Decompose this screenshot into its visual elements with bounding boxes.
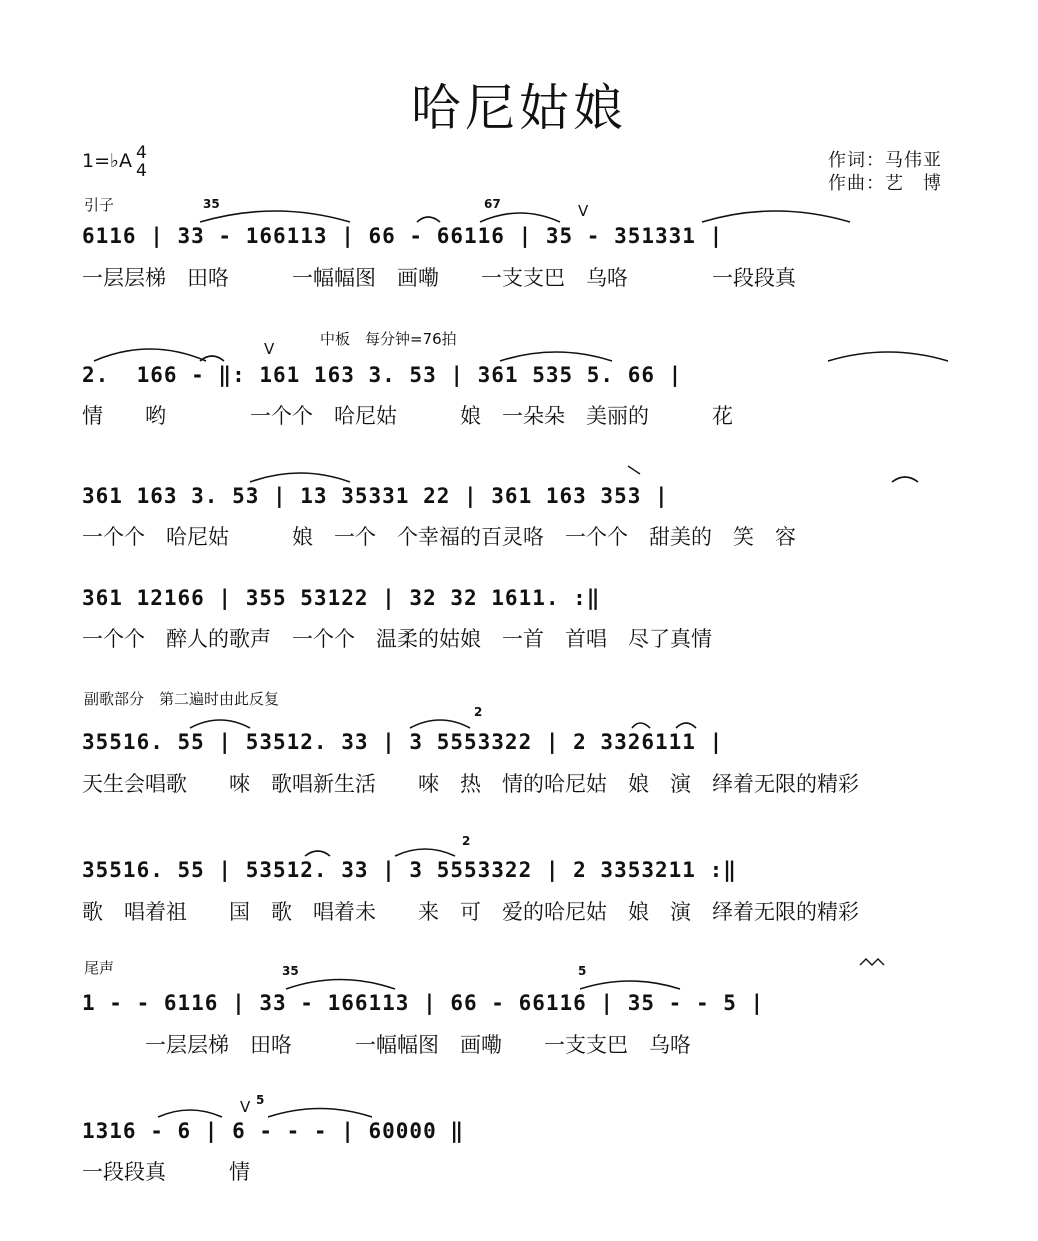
trill-mark <box>860 959 884 965</box>
composer-credit: 作曲：艺 博 <box>828 173 942 194</box>
glide-mark <box>628 466 640 474</box>
slur <box>417 217 440 222</box>
slur <box>158 1110 222 1117</box>
slur <box>410 720 470 728</box>
breath-mark: V <box>578 202 589 220</box>
chorus-label: 副歌部分 第二遍时由此反复 <box>84 690 280 708</box>
grace-note: 2 <box>462 834 471 848</box>
lyrics-line-6: 歌 唱着祖 国 歌 唱着未 来 可 爱的哈尼姑 娘 演 绎着无限的精彩 <box>82 900 859 924</box>
intro-label: 引子 <box>84 196 115 214</box>
slur <box>190 720 250 728</box>
lyrics-line-4: 一个个 醉人的歌声 一个个 温柔的姑娘 一首 首唱 尽了真情 <box>82 627 712 651</box>
notation-line-4: 361 12166 | 355 53122 | 32 32 1611. :‖ <box>82 586 601 610</box>
slur <box>828 352 948 361</box>
outro-label: 尾声 <box>84 959 115 977</box>
time-signature-top: 4 <box>136 143 147 163</box>
key-signature: 1=♭A <box>82 150 132 172</box>
lyrics-line-7: 一层层梯 田咯 一幅幅图 画嘞 一支支巴 乌咯 <box>82 1033 691 1057</box>
slur <box>702 211 850 222</box>
notation-line-2: 2. 166 - ‖: 161 163 3. 53 | 361 535 5. 66 | <box>82 363 683 387</box>
slur <box>500 352 612 361</box>
slur <box>200 211 350 222</box>
lyrics-line-8: 一段段真 情 <box>82 1160 250 1184</box>
notation-line-1: 6116 | 33 - 166113 | 66 - 66116 | 35 - 351331 | <box>82 224 724 248</box>
slur <box>580 981 680 989</box>
slur <box>286 980 395 990</box>
slur <box>305 851 330 856</box>
slur <box>94 349 206 361</box>
grace-note: 5 <box>256 1093 265 1107</box>
grace-note: 5 <box>578 964 587 978</box>
grace-note: 35 <box>282 964 299 978</box>
slur <box>632 723 650 728</box>
slur <box>480 213 560 222</box>
slur <box>250 473 350 482</box>
slur <box>395 849 455 856</box>
grace-note: 67 <box>484 197 501 211</box>
lyrics-line-1: 一层层梯 田咯 一幅幅图 画嘞 一支支巴 乌咯 一段段真 <box>82 266 796 290</box>
tempo-marking: 中板 每分钟=76拍 <box>320 330 457 348</box>
time-signature-bottom: 4 <box>136 161 147 181</box>
notation-line-3: 361 163 3. 53 | 13 35331 22 | 361 163 353 | <box>82 484 669 508</box>
breath-mark: V <box>264 340 275 358</box>
slur <box>676 723 696 728</box>
lyrics-line-2: 情 哟 一个个 哈尼姑 娘 一朵朵 美丽的 花 <box>82 404 733 428</box>
lyrics-line-3: 一个个 哈尼姑 娘 一个 个幸福的百灵咯 一个个 甜美的 笑 容 <box>82 525 796 549</box>
grace-note: 35 <box>203 197 220 211</box>
song-title: 哈尼姑娘 <box>411 79 627 137</box>
slur <box>892 477 918 482</box>
lyrics-line-5: 天生会唱歌 唻 歌唱新生活 唻 热 情的哈尼姑 娘 演 绎着无限的精彩 <box>82 772 859 796</box>
lyricist-credit: 作词：马伟亚 <box>828 150 942 171</box>
notation-line-7: 1 - - 6116 | 33 - 166113 | 66 - 66116 | 35 - - 5 | <box>82 991 765 1015</box>
notation-line-8: 1316 - 6 | 6 - - - | 60000 ‖ <box>82 1119 465 1143</box>
notation-line-6: 35516. 55 | 53512. 33 | 3 5553322 | 2 3353211 :‖ <box>82 858 737 882</box>
grace-note: 2 <box>474 705 483 719</box>
breath-mark: V <box>240 1098 251 1116</box>
notation-line-5: 35516. 55 | 53512. 33 | 3 5553322 | 2 3326111 | <box>82 730 724 754</box>
slur <box>268 1109 372 1118</box>
